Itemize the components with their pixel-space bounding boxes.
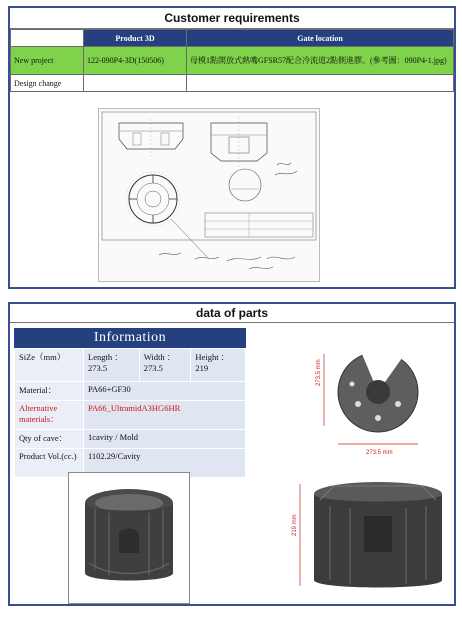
qty-of-cave-value: 1cavity / Mold [84, 430, 246, 449]
width-cell [139, 349, 191, 382]
table-row [15, 382, 246, 401]
row-label-design-change: Design change [11, 75, 84, 92]
table-row [11, 47, 454, 75]
height-label: Height ： [195, 352, 230, 362]
table-header [11, 30, 454, 47]
row-product-empty [84, 75, 187, 92]
dim-top-horizontal: 273.5 mm [366, 450, 393, 456]
row-product-value: 122-090P4-3D(150506) [84, 47, 187, 75]
length-cell [84, 349, 140, 382]
height-cell [191, 349, 246, 382]
table-row [15, 349, 246, 382]
part-top-view-render [302, 346, 442, 461]
table-row [15, 430, 246, 449]
product-volume-value: 1102.29/Cavity [84, 449, 246, 478]
information-header: Information [14, 328, 246, 348]
table-row [11, 75, 454, 92]
length-value: 273.5 [88, 363, 108, 373]
header-blank [11, 30, 84, 47]
row-gate-empty [187, 75, 454, 92]
information-table [14, 328, 246, 478]
product-volume-label: Product Vol.(cc.) [15, 449, 84, 478]
dim-side-height: 219 mm [292, 514, 298, 536]
data-of-parts-title: data of parts [10, 304, 454, 323]
customer-requirements-title: Customer requirements [10, 8, 454, 29]
qty-of-cave-label: Qty of cave： [15, 430, 84, 449]
height-value: 219 [195, 363, 209, 373]
technical-drawing [98, 108, 320, 282]
alternative-materials-value: PA66_UltramidA3HG6HR [84, 401, 246, 430]
part-3d-render [68, 472, 190, 604]
row-label-new-project: New project [11, 47, 84, 75]
dim-top-vertical: 273.5 mm [316, 359, 322, 386]
header-product-3d: Product 3D [84, 30, 187, 47]
width-value: 273.5 [143, 363, 163, 373]
header-gate-location: Gate location [187, 30, 454, 47]
data-of-parts-panel [8, 302, 456, 606]
material-value: PA66+GF30 [84, 382, 246, 401]
length-label: Length ： [88, 352, 123, 362]
customer-requirements-panel [8, 6, 456, 289]
table-row [15, 401, 246, 430]
alternative-materials-label: Alternative materials： [15, 401, 84, 430]
requirements-table [10, 29, 454, 92]
row-gate-value: 母模1點開放式熱嘴GFSR57配合冷流道2點側進膠。(參考圖：090P4-1.jpg) [187, 47, 454, 75]
width-label: Width ： [143, 352, 176, 362]
part-side-view-render [290, 476, 450, 596]
material-label: Material： [15, 382, 84, 401]
size-label: SiZe（mm） [15, 349, 84, 382]
